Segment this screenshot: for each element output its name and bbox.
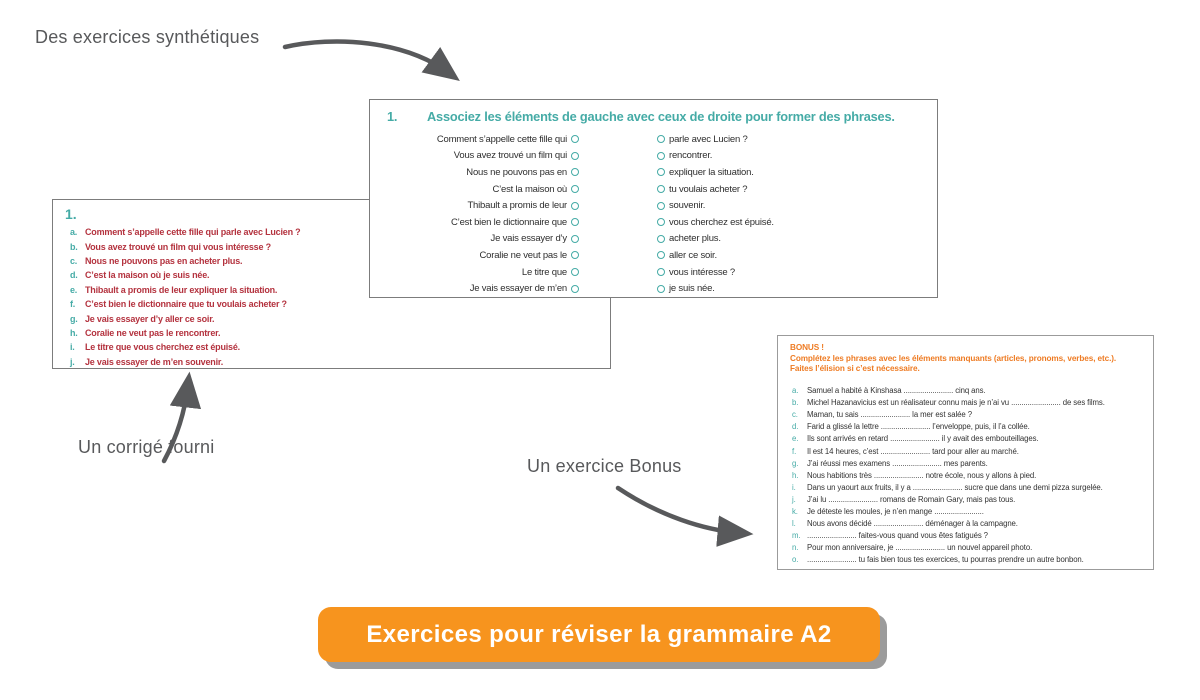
bonus-item-text: Farid a glissé la lettre ........................ l’enveloppe, puis, il l’a collée.	[807, 422, 1030, 432]
match-circle-icon	[571, 168, 579, 176]
answer-text: Je vais essayer de m’en souvenir.	[85, 356, 223, 367]
left-item-text: Je vais essayer de m’en	[469, 283, 567, 295]
match-row	[387, 197, 923, 214]
bonus-item	[790, 481, 1145, 493]
item-letter: c.	[70, 255, 78, 266]
item-letter: j.	[70, 356, 75, 367]
right-item-text: acheter plus.	[669, 233, 721, 245]
cta-button[interactable]: Exercices pour réviser la grammaire A2	[318, 607, 880, 662]
bonus-item	[790, 542, 1145, 554]
left-item-text: Coralie ne veut pas le	[479, 249, 567, 261]
item-letter: n.	[792, 543, 799, 553]
bonus-item-text: ........................ tu fais bien tous tes exercices, tu pourras prendre un autre bonbon.	[807, 555, 1084, 565]
corrige-item	[65, 340, 600, 354]
right-item-text: tu voulais acheter ?	[669, 183, 748, 195]
bonus-item-text: Samuel a habité à Kinshasa ........................ cinq ans.	[807, 386, 986, 396]
match-circle-icon	[571, 235, 579, 243]
right-item-text: aller ce soir.	[669, 249, 717, 261]
bonus-list	[790, 385, 1145, 566]
left-item-text: Je vais essayer d’y	[490, 233, 567, 245]
item-letter: f.	[70, 299, 76, 310]
left-item-text: Thibault a promis de leur	[467, 200, 567, 212]
match-circle-icon	[571, 218, 579, 226]
match-circle-icon	[657, 251, 665, 259]
bonus-item	[790, 469, 1145, 481]
match-circle-icon	[657, 185, 665, 193]
match-circle-icon	[657, 235, 665, 243]
bonus-item-text: ........................ faites-vous quand vous êtes fatigués ?	[807, 531, 988, 541]
answer-text: Nous ne pouvons pas en acheter plus.	[85, 255, 243, 266]
bonus-item-text: Maman, tu sais ........................ la mer est salée ?	[807, 410, 972, 420]
left-item-text: C’est la maison où	[492, 183, 567, 195]
item-letter: j.	[792, 494, 796, 504]
item-letter: b.	[792, 398, 799, 408]
bonus-item-text: Michel Hazanavicius est un réalisateur connu mais je n’ai vu ........................ de ses films.	[807, 398, 1105, 408]
item-letter: d.	[792, 422, 799, 432]
answer-text: Le titre que vous cherchez est épuisé.	[85, 342, 240, 353]
arrow-to-matching-panel-icon	[279, 33, 474, 93]
match-circle-icon	[657, 218, 665, 226]
bonus-item-text: J’ai lu ........................ romans de Romain Gary, mais pas tous.	[807, 494, 1016, 504]
bonus-item	[790, 457, 1145, 469]
corrige-item	[65, 326, 600, 340]
match-circle-icon	[571, 251, 579, 259]
corrige-item	[65, 297, 600, 311]
match-circle-icon	[571, 285, 579, 293]
match-circle-icon	[657, 285, 665, 293]
bonus-item	[790, 493, 1145, 505]
item-letter: c.	[792, 410, 798, 420]
bonus-item	[790, 409, 1145, 421]
matching-exercise-header	[387, 109, 923, 125]
answer-text: Thibault a promis de leur expliquer la situation.	[85, 284, 278, 295]
item-letter: i.	[792, 482, 796, 492]
right-item-text: parle avec Lucien ?	[669, 133, 748, 145]
bonus-item	[790, 421, 1145, 433]
item-letter: m.	[792, 531, 801, 541]
bonus-item-text: Dans un yaourt aux fruits, il y a ........................ sucre que dans une demi pizza surgelée.	[807, 482, 1103, 492]
bonus-title: BONUS !	[790, 343, 824, 352]
match-circle-icon	[571, 152, 579, 160]
bonus-instruction-line2: Faites l’élision si c’est nécessaire.	[790, 364, 920, 373]
match-row	[387, 164, 923, 181]
match-row	[387, 131, 923, 148]
match-circle-icon	[571, 135, 579, 143]
item-letter: o.	[792, 555, 799, 565]
bonus-item	[790, 385, 1145, 397]
left-item-text: Nous ne pouvons pas en	[466, 166, 567, 178]
right-item-text: rencontrer.	[669, 150, 713, 162]
item-letter: f.	[792, 446, 797, 456]
bonus-item	[790, 433, 1145, 445]
match-circle-icon	[657, 135, 665, 143]
answer-text: Comment s’appelle cette fille qui parle avec Lucien ?	[85, 227, 301, 238]
match-row	[387, 148, 923, 165]
bonus-item-text: Ils sont arrivés en retard ........................ il y avait des embouteillages.	[807, 434, 1039, 444]
bonus-panel	[777, 335, 1154, 570]
bonus-item	[790, 518, 1145, 530]
bonus-item	[790, 397, 1145, 409]
item-letter: k.	[792, 506, 798, 516]
bonus-item-text: Nous habitions très ........................ notre école, nous y allons à pied.	[807, 470, 1037, 480]
match-circle-icon	[657, 152, 665, 160]
corrige-exercise-number: 1.	[65, 206, 77, 222]
item-letter: l.	[792, 519, 796, 529]
item-letter: i.	[70, 342, 75, 353]
match-circle-icon	[657, 202, 665, 210]
annotation-synthetic-exercises: Des exercices synthétiques	[35, 27, 260, 47]
item-letter: d.	[70, 270, 78, 281]
match-circle-icon	[657, 168, 665, 176]
item-letter: b.	[70, 241, 78, 252]
right-item-text: souvenir.	[669, 200, 706, 212]
bonus-item-text: J’ai réussi mes examens ........................ mes parents.	[807, 458, 988, 468]
match-circle-icon	[571, 185, 579, 193]
matching-grid	[387, 131, 923, 297]
matching-exercise-panel	[369, 99, 938, 298]
bonus-item-text: Pour mon anniversaire, je ........................ un nouvel appareil photo.	[807, 543, 1033, 553]
match-row	[387, 231, 923, 248]
item-letter: a.	[792, 386, 799, 396]
right-item-text: expliquer la situation.	[669, 166, 754, 178]
right-item-text: vous intéresse ?	[669, 266, 735, 278]
corrige-item	[65, 311, 600, 325]
right-item-text: je suis née.	[669, 283, 715, 295]
item-letter: a.	[70, 227, 78, 238]
match-row	[387, 214, 923, 231]
answer-text: Vous avez trouvé un film qui vous intéresse ?	[85, 241, 271, 252]
match-circle-icon	[571, 202, 579, 210]
arrow-to-corrige-panel-icon	[148, 373, 208, 468]
answer-text: C’est la maison où je suis née.	[85, 270, 210, 281]
answer-text: C’est bien le dictionnaire que tu voulais acheter ?	[85, 299, 287, 310]
bonus-item	[790, 445, 1145, 457]
bonus-item-text: Nous avons décidé ........................ déménager à la campagne.	[807, 519, 1018, 529]
item-letter: h.	[792, 470, 799, 480]
answer-text: Coralie ne veut pas le rencontrer.	[85, 327, 221, 338]
match-circle-icon	[657, 268, 665, 276]
item-letter: e.	[70, 284, 78, 295]
left-item-text: Vous avez trouvé un film qui	[453, 150, 567, 162]
left-item-text: C’est bien le dictionnaire que	[451, 216, 567, 228]
item-letter: h.	[70, 327, 78, 338]
bonus-instruction-line1: Complétez les phrases avec les éléments manquants (articles, pronoms, verbes, etc.).	[790, 353, 1117, 363]
bonus-item-text: Je déteste les moules, je n’en mange ........................	[807, 506, 984, 516]
item-letter: g.	[792, 458, 799, 468]
annotation-corrige-fourni: Un corrigé fourni	[78, 437, 215, 457]
bonus-item	[790, 505, 1145, 517]
match-row	[387, 264, 923, 281]
bonus-header	[790, 343, 1145, 375]
arrow-to-bonus-panel-icon	[612, 482, 762, 547]
exercise-title: Associez les éléments de gauche avec ceux de droite pour former des phrases.	[427, 109, 895, 124]
bonus-item	[790, 554, 1145, 566]
answer-text: Je vais essayer d’y aller ce soir.	[85, 313, 215, 324]
bonus-item-text: Il est 14 heures, c’est ........................ tard pour aller au marché.	[807, 446, 1019, 456]
exercise-number: 1.	[387, 109, 398, 124]
match-circle-icon	[571, 268, 579, 276]
right-item-text: vous cherchez est épuisé.	[669, 216, 774, 228]
match-row	[387, 181, 923, 198]
left-item-text: Le titre que	[521, 266, 567, 278]
left-item-text: Comment s’appelle cette fille qui	[436, 133, 567, 145]
match-row	[387, 247, 923, 264]
item-letter: e.	[792, 434, 799, 444]
corrige-item	[65, 355, 600, 369]
match-row	[387, 280, 923, 297]
annotation-exercice-bonus: Un exercice Bonus	[527, 456, 682, 476]
bonus-item	[790, 530, 1145, 542]
item-letter: g.	[70, 313, 78, 324]
